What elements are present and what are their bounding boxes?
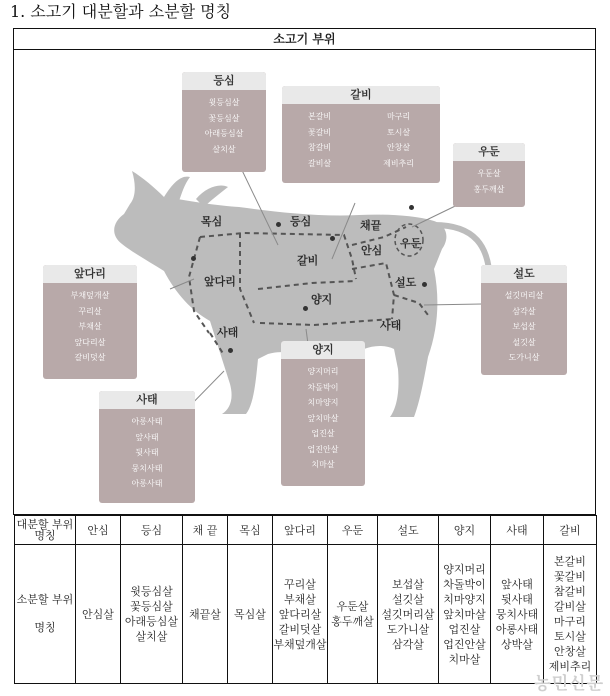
box-item: 도가니살 bbox=[508, 353, 540, 362]
box-title: 앞다리 bbox=[43, 265, 137, 283]
box-item: 앞다리살 bbox=[74, 337, 106, 347]
marker-dot bbox=[330, 236, 335, 241]
box-item: 삼각살 bbox=[512, 306, 536, 316]
box-item: 제비추리 bbox=[383, 158, 415, 168]
box-galbi bbox=[282, 86, 440, 183]
table-row bbox=[15, 545, 597, 684]
box-sate bbox=[99, 391, 195, 503]
box-item: 참갈비 bbox=[307, 143, 332, 152]
label-moksim: 목심 bbox=[201, 215, 223, 228]
box-item: 꾸리살 bbox=[78, 306, 102, 316]
row-label-cell bbox=[15, 545, 76, 684]
table-cell: 우둔살 홍두깨살 bbox=[328, 545, 378, 684]
box-seolgi bbox=[481, 265, 567, 375]
box-item: 윗등심살 bbox=[208, 98, 240, 107]
box-item: 안창살 bbox=[386, 143, 411, 152]
box-item: 업진안살 bbox=[307, 444, 339, 454]
table-header-row bbox=[15, 516, 597, 545]
box-item: 뒷사태 bbox=[135, 448, 159, 457]
box-item: 본갈비 bbox=[307, 112, 332, 121]
watermark: 농민신문 bbox=[534, 674, 604, 694]
box-item: 양지머리 bbox=[307, 367, 339, 376]
marker-dot bbox=[276, 222, 281, 227]
cow-parts-figure bbox=[13, 28, 596, 515]
box-item: 우둔살 bbox=[477, 169, 501, 178]
table-cell: 안심살 bbox=[76, 545, 121, 684]
label-galbi: 갈비 bbox=[297, 254, 319, 267]
table-cell: 앞사태 뒷사태 뭉치사태 아롱사태 상박살 bbox=[491, 545, 544, 684]
box-item: 꽃등심살 bbox=[208, 113, 240, 123]
figure-header: 소고기 부위 bbox=[14, 29, 595, 50]
box-title: 양지 bbox=[281, 341, 365, 359]
label-sate-rear: 사태 bbox=[380, 319, 402, 332]
box-item: 홍두깨살 bbox=[473, 184, 505, 194]
box-item: 치마양지 bbox=[307, 398, 339, 407]
label-seolgi: 설도 bbox=[395, 276, 417, 289]
marker-dot bbox=[228, 348, 233, 353]
label-chaekkeut: 채끝 bbox=[360, 219, 382, 232]
table-header-cell: 등심 bbox=[121, 516, 183, 545]
cut-names-table bbox=[14, 515, 597, 684]
table-cell: 채끝살 bbox=[183, 545, 228, 684]
box-title: 갈비 bbox=[282, 86, 440, 104]
marker-dot bbox=[191, 256, 196, 261]
table-cell: 목심살 bbox=[228, 545, 273, 684]
table-cell: 본갈비 꽃갈비 참갈비 갈비살 마구리 토시살 안창살 제비추리 bbox=[544, 545, 597, 684]
box-item: 설깃머리살 bbox=[504, 291, 544, 300]
table-header-cell: 목심 bbox=[228, 516, 273, 545]
marker-dot bbox=[303, 306, 308, 311]
box-item: 치마살 bbox=[311, 460, 335, 469]
box-title: 설도 bbox=[481, 265, 567, 283]
table-cell: 꾸리살 부채살 앞다리살 갈비덧살 부채덮개살 bbox=[273, 545, 328, 684]
table-header-cell: 채 끝 bbox=[183, 516, 228, 545]
table-header-cell: 앞다리 bbox=[273, 516, 328, 545]
document-title: 1. 소고기 대분할과 소분할 명칭 bbox=[10, 2, 232, 21]
box-item: 보섭살 bbox=[512, 322, 536, 331]
box-item: 앞치마살 bbox=[307, 413, 339, 423]
box-item: 꽃갈비 bbox=[307, 127, 332, 137]
marker-dot bbox=[422, 282, 427, 287]
table-header-cell: 설도 bbox=[378, 516, 439, 545]
table-cell: 보섭살 설깃살 설깃머리살 도가니살 삼각살 bbox=[378, 545, 439, 684]
marker-dot bbox=[409, 205, 414, 210]
box-item: 아롱사태 bbox=[131, 417, 163, 426]
label-deungsim: 등심 bbox=[290, 215, 312, 228]
table-header-cell: 우둔 bbox=[328, 516, 378, 545]
box-title: 등심 bbox=[182, 72, 266, 90]
row-label-line: 명칭 bbox=[34, 621, 56, 634]
label-ansim: 안심 bbox=[361, 244, 383, 257]
box-apdari bbox=[43, 265, 137, 379]
table-header-cell: 갈비 bbox=[544, 516, 597, 545]
box-yangji bbox=[281, 341, 365, 486]
box-item: 설깃살 bbox=[512, 337, 536, 347]
box-item: 마구리 bbox=[386, 112, 411, 121]
box-item: 업진살 bbox=[311, 429, 335, 438]
table-cell: 윗등심살 꽃등심살 아래등심살 살치살 bbox=[121, 545, 183, 684]
box-item: 토시살 bbox=[386, 127, 411, 137]
label-yangji: 양지 bbox=[311, 293, 333, 306]
box-item: 갈비살 bbox=[307, 158, 332, 168]
box-item: 아롱사태 bbox=[131, 479, 163, 488]
box-item: 부채덮개살 bbox=[70, 291, 110, 300]
label-apdari: 앞다리 bbox=[204, 275, 236, 288]
label-sate-front: 사태 bbox=[217, 326, 239, 339]
label-udun: 우둔 bbox=[400, 237, 422, 250]
table-header-cell: 사태 bbox=[491, 516, 544, 545]
box-deungsim bbox=[182, 72, 266, 172]
box-item: 살치살 bbox=[212, 144, 236, 154]
box-item: 뭉치사태 bbox=[131, 463, 163, 473]
table-header-cell: 안심 bbox=[76, 516, 121, 545]
box-item: 갈비덧살 bbox=[74, 353, 106, 362]
box-item: 앞사태 bbox=[135, 432, 159, 442]
table-header-cell: 대분할 부위 명칭 bbox=[15, 516, 76, 545]
box-item: 차돌박이 bbox=[307, 382, 339, 392]
box-item: 아래등심살 bbox=[204, 129, 244, 138]
table-cell: 양지머리 차돌박이 치마양지 앞치마살 업진살 업진안살 치마살 bbox=[439, 545, 491, 684]
box-item: 부채살 bbox=[78, 322, 102, 331]
table-header-cell: 양지 bbox=[439, 516, 491, 545]
box-udun bbox=[453, 143, 525, 207]
box-title: 우둔 bbox=[453, 143, 525, 161]
box-title: 사태 bbox=[99, 391, 195, 409]
row-label-line: 소분할 부위 bbox=[16, 593, 74, 606]
